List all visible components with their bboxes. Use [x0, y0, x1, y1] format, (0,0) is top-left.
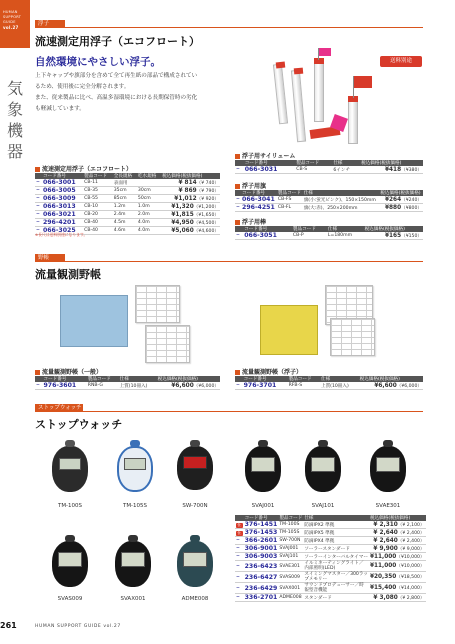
col-header: 製品コード — [292, 226, 327, 232]
description-line: 上下キャップや旗部分を含めて全て再生紙の部品で構成されてい — [35, 73, 198, 79]
col-header: コード番号 — [244, 160, 296, 166]
col-header: 税込価格(税抜価格) — [359, 376, 423, 382]
section-title-stopwatch: ストップウォッチ — [35, 418, 123, 431]
row-mark: − — [235, 382, 243, 390]
price-ex-tax: （¥4,500） — [193, 220, 219, 226]
price-cell — [369, 537, 426, 545]
table-row — [235, 521, 426, 529]
product-code: 236-6427 — [244, 573, 278, 581]
row-mark: − — [35, 382, 42, 390]
table-row — [235, 537, 426, 545]
price-ex-tax: （¥ 920） — [196, 196, 219, 202]
price-ex-tax: （¥ 2,800） — [397, 595, 425, 601]
stopwatch-model-label: SVAE301 — [375, 503, 401, 509]
draft-spec: 4.0m — [137, 219, 161, 227]
product-code: 366-2601 — [244, 537, 278, 544]
col-header: コード番号 — [244, 515, 279, 521]
col-header: 製品コード — [295, 160, 332, 166]
price: ¥15,400 — [369, 585, 397, 591]
draft-spec: 2.0m — [137, 211, 161, 219]
sidebar-tab — [0, 0, 30, 48]
row-mark — [235, 521, 244, 529]
page-number: 261 — [0, 621, 17, 630]
product-code: 296-4201 — [42, 219, 83, 227]
table-title-rod: 浮子用棒 — [235, 217, 266, 226]
price-ex-tax: （¥6,000） — [396, 383, 422, 389]
model-code: CB-10 — [83, 203, 113, 211]
product-code: 336-2701 — [244, 594, 278, 601]
notebook-float-cover — [260, 305, 318, 355]
table-row — [35, 187, 220, 195]
price: ¥ 814 — [178, 179, 197, 186]
row-mark: − — [235, 545, 244, 553]
price: ¥6,600 — [171, 382, 194, 389]
col-header: 税込価格(税抜価格) — [360, 160, 423, 166]
price-ex-tax: （¥800） — [401, 205, 422, 211]
price: ¥ 2,640 — [373, 537, 398, 544]
model-code: CB-20 — [83, 211, 113, 219]
spec: サウンドプロデューサー／時報型音機能 — [303, 583, 369, 594]
stock-badge: 在 — [237, 522, 242, 528]
price: ¥20,350 — [369, 574, 397, 580]
row-mark: − — [35, 211, 42, 219]
sairyum-table — [235, 160, 423, 174]
price: ¥5,060 — [171, 227, 194, 234]
price-cell — [369, 572, 426, 583]
length-spec: 4.6m — [113, 227, 137, 235]
spec: L=180mm — [327, 232, 364, 240]
table-row — [235, 232, 423, 240]
notebook-general-sheet — [135, 285, 180, 323]
row-mark: − — [235, 583, 244, 594]
col-header: コード番号 — [42, 173, 83, 179]
row-mark: − — [235, 561, 244, 572]
col-header: コード番号 — [243, 226, 292, 232]
model-code: SVAE301 — [278, 561, 303, 572]
stopwatch-tm105s-image — [115, 440, 155, 495]
model-code: TM-100S — [278, 521, 303, 529]
spec: 上質(10冊入) — [320, 382, 359, 390]
price: ¥880 — [384, 204, 402, 211]
category-char: 器 — [6, 142, 23, 161]
row-mark: − — [236, 197, 240, 202]
stopwatch-svae301-image — [368, 440, 408, 495]
price: ¥ 2,310 — [373, 521, 398, 528]
price-cell — [369, 561, 426, 572]
price: ¥ 3,080 — [373, 594, 398, 601]
product-code: 066-3013 — [42, 203, 83, 211]
stopwatch-model-label: SVAS009 — [57, 596, 83, 602]
col-header: 全長規格 — [113, 173, 137, 179]
price-cell — [161, 219, 220, 227]
price-cell — [161, 187, 220, 195]
sidebar-guide-line: SUPPORT — [3, 15, 22, 19]
model-code: CB-40 — [83, 219, 113, 227]
description-line: も軽減しています。 — [35, 106, 85, 112]
table-row — [235, 572, 426, 583]
col-header: 仕様 — [327, 226, 364, 232]
shipping-badge: 送料別途 — [380, 56, 422, 67]
sidebar-guide-line: GUIDE — [3, 20, 16, 24]
col-header: 仕様 — [320, 376, 359, 382]
price-ex-tax: （¥150） — [401, 233, 422, 239]
price-cell — [359, 382, 423, 390]
price-ex-tax: （¥4,600） — [193, 228, 219, 234]
table-row — [35, 382, 220, 390]
col-header: 製品コード — [83, 173, 113, 179]
category-label-stopwatch: ストップウォッチ — [35, 404, 83, 412]
model-code: ADME008 — [279, 595, 302, 600]
price-cell — [369, 521, 426, 529]
stopwatch-model-label: TM-105S — [122, 503, 148, 509]
model-code: CB-55 — [83, 195, 113, 203]
table-title-flag: 浮子用旗 — [235, 181, 266, 190]
stopwatch-sw700n-image — [175, 440, 215, 495]
model-code: CB-40 — [83, 227, 113, 235]
model-code: CB-35 — [83, 187, 113, 195]
table-row — [235, 166, 423, 174]
product-code: 376-1453 — [244, 529, 278, 536]
col-header: 製品コード — [277, 191, 301, 196]
model-code: RNB-G — [87, 382, 119, 390]
table-title-notebook-general: 流量観測野帳（一般） — [35, 367, 102, 376]
price-cell — [161, 195, 220, 203]
price: ¥11,000 — [369, 563, 397, 569]
col-header: 税込価格(税抜価格) — [161, 173, 220, 179]
category-label-notebook: 野帳 — [35, 254, 65, 262]
rod-table — [235, 226, 423, 240]
product-code: 976-3701 — [243, 382, 288, 390]
col-header: 製品コード — [288, 376, 320, 382]
price-ex-tax: （¥1,200） — [193, 204, 219, 210]
price-cell — [379, 196, 423, 204]
spec: ソーラースタンダード — [303, 545, 369, 553]
col-header: 税込価格(税抜価格) — [157, 376, 220, 382]
length-spec: 35cm — [113, 187, 137, 195]
price-ex-tax: （¥14,000） — [396, 586, 425, 591]
length-spec: 1.2m — [113, 203, 137, 211]
sidebar-vol: vol.27 — [3, 25, 19, 30]
notebook-general-table — [35, 376, 220, 390]
table-title-sairyum: 浮子用サイリューム — [235, 151, 295, 160]
stopwatch-model-label: SVAX001 — [120, 596, 146, 602]
model-code: CB-S — [295, 166, 332, 174]
spec: イルミネーティングライト／内部照明(LED) — [303, 561, 369, 572]
spec: スタンダード — [303, 594, 369, 602]
stopwatch-table — [235, 515, 426, 602]
table-row — [35, 219, 220, 227]
price-cell — [161, 211, 220, 219]
spec: 防滴IPX4 準拠 — [303, 537, 369, 545]
model-code: SVAX001 — [278, 583, 303, 594]
model-code: CB-FL — [277, 204, 303, 212]
col-header: 製品コード — [279, 516, 303, 521]
col-header: 仕様 — [303, 190, 380, 196]
draft-spec: 1.0m — [137, 203, 161, 211]
draft-spec — [137, 179, 161, 187]
price: ¥ 9,900 — [373, 545, 398, 552]
model-code: SVAJ101 — [278, 553, 303, 561]
table-title-notebook-float: 流量観測野帳（浮子） — [235, 367, 302, 376]
notebook-general-cover — [60, 295, 128, 347]
price-cell — [157, 382, 220, 390]
price-cell — [161, 179, 220, 187]
description-line: るため、使用後に完全分解されます。 — [35, 84, 130, 90]
col-header: コード番号 — [241, 190, 277, 196]
length-spec: 表面用 — [113, 179, 137, 187]
price-ex-tax: （¥18,500） — [396, 575, 425, 580]
price: ¥ 2,640 — [373, 529, 398, 536]
row-mark: − — [35, 195, 42, 203]
table-row — [35, 195, 220, 203]
stopwatch-model-label: SVAJ001 — [251, 503, 275, 509]
category-rule — [35, 27, 423, 28]
length-spec: 85cm — [113, 195, 137, 203]
category-char: 機 — [6, 121, 23, 140]
spec: 旗(小:蛍光ピンク)、150×150mm — [303, 196, 380, 204]
col-header: 仕様 — [303, 515, 369, 521]
spec: 防滴IPX5 準拠 — [303, 529, 369, 537]
spec: 旗(大:赤)、250×200mm — [303, 204, 380, 212]
row-mark: − — [235, 232, 243, 240]
price-cell — [161, 227, 220, 235]
price-ex-tax: （¥ 790） — [196, 188, 219, 194]
category-rule — [35, 261, 423, 262]
price-cell — [369, 594, 426, 602]
product-code: 066-3021 — [42, 211, 83, 219]
ecofloat-product-image — [270, 50, 380, 150]
price-ex-tax: （¥10,000） — [396, 564, 425, 569]
draft-spec: 4.0m — [137, 227, 161, 235]
price-ex-tax: （¥ 2,400） — [397, 538, 425, 544]
price-ex-tax: （¥ 9,000） — [397, 546, 425, 552]
price-cell — [379, 204, 423, 212]
col-header: 税込価格(税抜価格) — [364, 226, 423, 232]
row-mark: − — [35, 203, 42, 211]
col-header: 製品コード — [87, 376, 119, 382]
col-header: コード番号 — [243, 376, 288, 382]
stock-badge: 在 — [237, 530, 242, 536]
price-ex-tax: （¥1,650） — [193, 212, 219, 218]
description-line: また、従来製品に比べ、高温多湿環境における長期保管時の劣化 — [35, 95, 198, 101]
price: ¥1,815 — [171, 211, 194, 218]
row-mark: − — [235, 572, 244, 583]
row-mark: − — [235, 166, 244, 174]
col-header: 税込価格(税抜価格) — [379, 190, 423, 196]
catchcopy: 自然環境にやさしい浮子。 — [35, 56, 161, 68]
stopwatch-model-label: SW-700N — [182, 503, 208, 509]
table-row — [235, 561, 426, 572]
price: ¥4,950 — [171, 219, 194, 226]
product-code: 296-4251 — [241, 204, 277, 212]
col-header: 吃水規格 — [137, 173, 161, 179]
row-mark — [235, 529, 244, 537]
stopwatch-svax001-image — [113, 535, 153, 590]
stopwatch-model-label: TM-100S — [57, 503, 83, 509]
product-code: 066-3001 — [42, 179, 83, 187]
stopwatch-adme008-image — [175, 535, 215, 590]
product-code: 306-9001 — [244, 545, 278, 552]
table-row — [235, 594, 426, 602]
row-mark: − — [35, 187, 42, 195]
table-row — [235, 382, 423, 390]
table-row — [235, 545, 426, 553]
product-code: 066-3041 — [241, 196, 277, 204]
table-row — [235, 196, 423, 204]
price-cell — [369, 553, 426, 561]
model-code: SW-700N — [278, 537, 303, 545]
row-mark: − — [35, 219, 42, 227]
product-code: 066-3031 — [244, 166, 296, 174]
price: ¥ 869 — [178, 187, 197, 194]
ecofloat-table — [35, 173, 220, 235]
notebook-float-table — [235, 376, 423, 390]
product-code: 236-6423 — [244, 562, 278, 570]
col-header: 税込価格(税抜価格) — [369, 515, 426, 521]
stopwatch-svaj101-image — [303, 440, 343, 495]
category-label-float: 浮子 — [35, 20, 65, 28]
row-mark: − — [35, 227, 42, 235]
stopwatch-model-label: ADME008 — [181, 596, 209, 602]
draft-spec: 30cm — [137, 187, 161, 195]
spec: 上質(10冊入) — [119, 382, 157, 390]
price: ¥165 — [384, 232, 402, 239]
category-rule — [35, 411, 423, 412]
category-char: 気 — [6, 79, 23, 98]
col-header: 仕様 — [119, 376, 157, 382]
col-header: 仕様 — [332, 160, 360, 166]
row-mark: − — [236, 205, 240, 210]
category-vertical — [6, 78, 24, 162]
spec: 防滴IPX2 準拠 — [303, 521, 369, 529]
table-row — [235, 583, 426, 594]
notebook-float-sheet — [330, 318, 375, 356]
spec: スイミングマスター／300ラップメモリー — [304, 572, 368, 582]
model-code: CB-FS — [277, 196, 303, 204]
price: ¥418 — [384, 166, 402, 173]
product-code: 066-3005 — [42, 187, 83, 195]
price-cell — [369, 545, 426, 553]
notebook-general-sheet — [145, 325, 190, 363]
price-cell — [364, 232, 423, 240]
model-code: SVAS009 — [278, 572, 303, 583]
spec: ソーラーインターバルタイマー — [304, 554, 368, 560]
product-code: 066-3051 — [243, 232, 292, 240]
spec: 6インチ — [332, 166, 360, 174]
table-row — [235, 553, 426, 561]
price: ¥11,000 — [369, 553, 397, 560]
price-cell — [369, 583, 426, 594]
col-header: コード番号 — [42, 376, 86, 382]
product-code: 066-3025 — [42, 227, 83, 235]
price-ex-tax: （¥6,000） — [193, 383, 219, 389]
table-row — [235, 204, 423, 212]
price-cell — [161, 203, 220, 211]
ecofloat-note: ※長尺は送料別途になります。 — [35, 232, 88, 237]
flag-table — [235, 190, 423, 212]
model-code: CB-P — [292, 232, 327, 240]
sidebar-guide-line: HUMAN — [3, 10, 18, 14]
category-char: 象 — [6, 100, 23, 119]
price-cell — [369, 529, 426, 537]
stopwatch-tm100s-image — [50, 440, 90, 495]
row-mark: − — [235, 553, 244, 561]
length-spec: 2.4m — [113, 211, 137, 219]
price: ¥264 — [384, 196, 402, 203]
section-title-float: 流速測定用浮子（エコフロート） — [35, 35, 200, 48]
table-row — [35, 179, 220, 187]
product-code: 066-3009 — [42, 195, 83, 203]
price: ¥1,012 — [174, 195, 197, 202]
product-code: 376-1451 — [244, 521, 278, 528]
price-ex-tax: （¥ 740） — [196, 180, 219, 186]
model-code: CB-11 — [83, 179, 113, 187]
model-code: SVAJ001 — [278, 545, 303, 553]
model-code: TM-105S — [278, 529, 303, 537]
stopwatch-svas009-image — [50, 535, 90, 590]
product-code: 306-9003 — [244, 553, 278, 560]
table-row — [35, 203, 220, 211]
row-mark: − — [235, 594, 244, 602]
product-code: 236-6429 — [244, 584, 278, 592]
table-row — [35, 211, 220, 219]
row-mark: − — [35, 179, 42, 187]
footer-guide-title: HUMAN SUPPORT GUIDE vol.27 — [35, 624, 121, 629]
row-mark: − — [235, 537, 244, 545]
stopwatch-model-label: SVAJ101 — [311, 503, 335, 509]
price-ex-tax: （¥240） — [401, 197, 422, 203]
product-code: 976-3601 — [42, 382, 86, 390]
length-spec: 4.5m — [113, 219, 137, 227]
price-ex-tax: （¥ 2,100） — [397, 522, 425, 528]
section-title-notebook: 流量観測野帳 — [35, 268, 101, 281]
price-cell — [360, 166, 423, 174]
model-code: RFB-S — [288, 382, 320, 390]
table-title-ecofloat: 流速測定用浮子（エコフロート） — [35, 164, 132, 173]
table-row — [235, 529, 426, 537]
stopwatch-svaj001-image — [243, 440, 283, 495]
draft-spec: 50cm — [137, 195, 161, 203]
price-ex-tax: （¥ 2,400） — [397, 530, 425, 536]
price: ¥1,320 — [171, 203, 194, 210]
price: ¥6,600 — [374, 382, 397, 389]
price-ex-tax: （¥10,000） — [396, 554, 425, 560]
price-ex-tax: （¥380） — [401, 167, 422, 173]
